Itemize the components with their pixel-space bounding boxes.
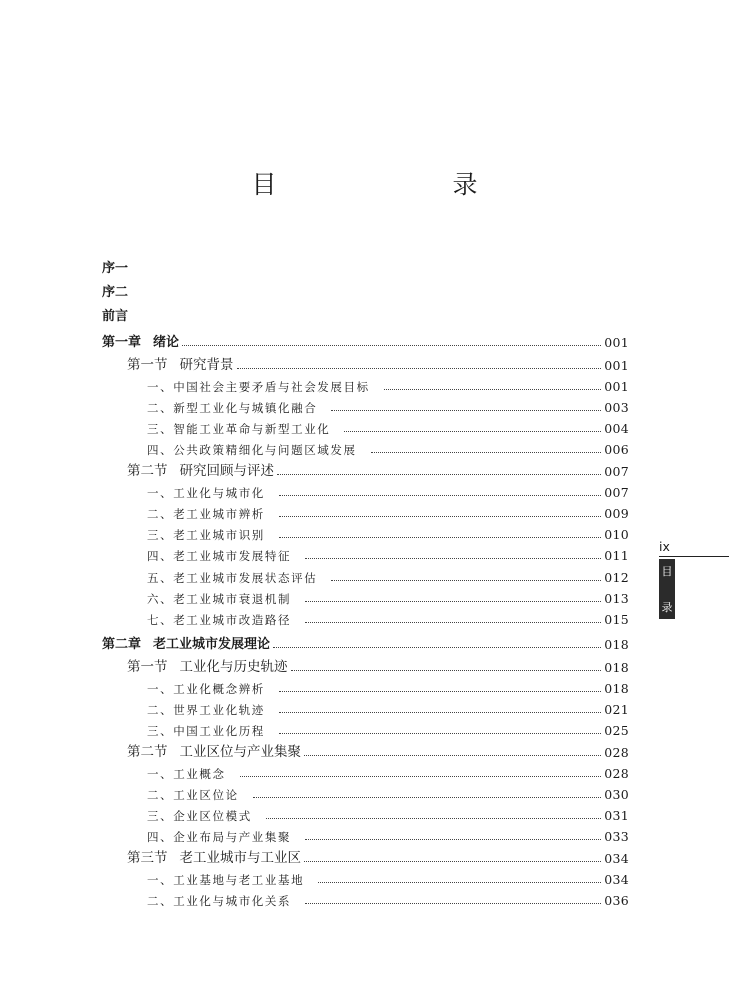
toc-dot-leader [279, 691, 601, 692]
toc-dot-leader [237, 368, 602, 369]
toc-entry-label: 三、中国工业化历程 [147, 723, 265, 738]
toc-page-number: 013 [604, 590, 629, 606]
toc-dot-leader [277, 474, 601, 475]
toc-entry-number: 第二节 [127, 743, 168, 760]
toc-entry-title [102, 286, 128, 299]
toc-page-number: 001 [604, 334, 629, 350]
toc-entry-number: 第一节 [127, 356, 168, 373]
toc-dot-leader [305, 839, 601, 840]
toc-entry-title [147, 400, 318, 415]
toc-entry-title [147, 527, 265, 542]
toc-subsection-entry[interactable] [147, 695, 629, 716]
toc-entry-number: 第二节 [127, 462, 168, 479]
page-number-roman: ix [659, 539, 670, 554]
toc-entry-title [147, 485, 265, 500]
toc-subsection-entry[interactable] [147, 563, 629, 584]
toc-chapter-entry[interactable] [102, 254, 629, 275]
toc-entry-title [147, 379, 370, 394]
toc-entry-title [147, 872, 305, 887]
toc-entry-label: 二、工业区位论 [147, 787, 239, 802]
toc-page-number: 007 [604, 484, 629, 500]
toc-dot-leader [279, 516, 601, 517]
toc-entry-label: 研究回顾与评述 [179, 462, 274, 479]
toc-entry-label: 七、老工业城市改造路径 [147, 612, 292, 627]
toc-entry-label: 工业化与历史轨迹 [179, 658, 288, 675]
toc-entry-number: 第一章 [102, 335, 142, 350]
toc-entry-title [147, 808, 252, 823]
toc-page-number: 018 [604, 636, 629, 652]
toc-page-number: 009 [604, 505, 629, 521]
toc-dot-leader [318, 882, 601, 883]
toc-entry-title [147, 591, 292, 606]
toc-entry-title [102, 638, 270, 651]
toc-dot-leader [305, 601, 601, 602]
section-tab [659, 559, 675, 619]
toc-entry-title [102, 336, 179, 349]
toc-entry-label: 研究背景 [179, 356, 234, 373]
toc-entry-label: 六、老工业城市衰退机制 [147, 591, 292, 606]
toc-subsection-entry[interactable] [147, 716, 629, 737]
toc-page-number: 034 [604, 850, 629, 866]
toc-entry-title [102, 310, 128, 323]
toc-entry-number: 第二章 [102, 637, 142, 652]
toc-chapter-entry[interactable] [102, 302, 629, 323]
toc-entry-title [147, 421, 331, 436]
toc-dot-leader [331, 410, 601, 411]
toc-entry-title [147, 766, 226, 781]
toc-page-number: 031 [604, 807, 629, 823]
toc-dot-leader [291, 670, 602, 671]
toc-subsection-entry[interactable] [147, 886, 629, 907]
toc-entry-label: 序一 [102, 261, 129, 276]
toc-page-number: 030 [604, 786, 629, 802]
toc-dot-leader [304, 861, 601, 862]
toc-subsection-entry[interactable] [147, 584, 629, 605]
toc-entry-label: 序二 [102, 285, 129, 300]
toc-entry-title [147, 681, 265, 696]
toc-dot-leader [182, 345, 601, 346]
toc-entry-title [102, 262, 128, 275]
toc-subsection-entry[interactable] [147, 372, 629, 393]
toc-subsection-entry[interactable] [147, 865, 629, 886]
toc-page-number: 015 [604, 611, 629, 627]
toc-entry-label: 二、世界工业化轨迹 [147, 702, 265, 717]
toc-entry-title [147, 506, 265, 521]
toc-page-number: 018 [604, 659, 629, 675]
toc-subsection-entry[interactable] [147, 478, 629, 499]
toc-page-number: 001 [604, 357, 629, 373]
toc-page-number: 028 [604, 744, 629, 760]
toc-page-number: 012 [604, 569, 629, 585]
toc-subsection-entry[interactable] [147, 499, 629, 520]
toc-chapter-entry[interactable] [102, 278, 629, 299]
toc-entry-label: 二、工业化与城市化关系 [147, 893, 292, 908]
section-tab-char: 录 [661, 601, 673, 614]
toc-entry-label: 三、老工业城市识别 [147, 527, 265, 542]
toc-chapter-entry[interactable] [102, 328, 629, 349]
page-title: 目 录 [251, 170, 520, 199]
toc-page-number: 001 [604, 378, 629, 394]
toc-page-number: 036 [604, 892, 629, 908]
toc-entry-label: 一、工业化与城市化 [147, 485, 265, 500]
toc-entry-title [127, 743, 301, 760]
toc-dot-leader [305, 622, 601, 623]
toc-subsection-entry[interactable] [147, 541, 629, 562]
toc-entry-label: 一、工业概念 [147, 766, 226, 781]
toc-dot-leader [266, 818, 601, 819]
toc-entry-label: 四、老工业城市发展特征 [147, 548, 292, 563]
toc-subsection-entry[interactable] [147, 780, 629, 801]
toc-entry-title [147, 570, 318, 585]
toc-section-entry[interactable] [127, 738, 629, 759]
toc-entry-title [147, 893, 292, 908]
toc-entry-title [127, 658, 288, 675]
toc-entry-label: 老工业城市与工业区 [179, 849, 301, 866]
toc-page-number: 010 [604, 526, 629, 542]
toc-dot-leader [279, 712, 601, 713]
toc-subsection-entry[interactable] [147, 759, 629, 780]
toc-entry-number: 第一节 [127, 658, 168, 675]
toc-dot-leader [305, 558, 601, 559]
toc-dot-leader [304, 755, 601, 756]
toc-entry-number: 第三节 [127, 849, 168, 866]
toc-entry-title [127, 462, 274, 479]
toc-dot-leader [253, 797, 602, 798]
toc-dot-leader [384, 389, 602, 390]
toc-subsection-entry[interactable] [147, 605, 629, 626]
toc-page-number: 004 [604, 420, 629, 436]
toc-dot-leader [240, 776, 602, 777]
toc-page-number: 034 [604, 871, 629, 887]
toc-entry-title [147, 612, 292, 627]
toc-dot-leader [331, 580, 601, 581]
toc-entry-label: 绪论 [153, 335, 180, 350]
toc-entry-label: 工业区位与产业集聚 [179, 743, 301, 760]
toc-page-number: 006 [604, 441, 629, 457]
toc-entry-title [147, 548, 292, 563]
toc-entry-label: 四、公共政策精细化与问题区域发展 [147, 442, 357, 457]
toc-entry-label: 二、新型工业化与城镇化融合 [147, 400, 318, 415]
toc-section-entry[interactable] [127, 351, 629, 372]
toc-section-entry[interactable] [127, 653, 629, 674]
toc-subsection-entry[interactable] [147, 520, 629, 541]
toc-subsection-entry[interactable] [147, 674, 629, 695]
toc-entry-label: 五、老工业城市发展状态评估 [147, 570, 318, 585]
toc-subsection-entry[interactable] [147, 822, 629, 843]
toc-dot-leader [305, 903, 601, 904]
side-divider [659, 556, 729, 557]
toc-page-number: 021 [604, 701, 629, 717]
toc-entry-label: 老工业城市发展理论 [153, 637, 271, 652]
toc-dot-leader [273, 647, 601, 648]
toc-subsection-entry[interactable] [147, 801, 629, 822]
toc-subsection-entry[interactable] [147, 435, 629, 456]
toc-page-number: 028 [604, 765, 629, 781]
toc-entry-label: 三、企业区位模式 [147, 808, 252, 823]
toc-entry-label: 一、工业化概念辨析 [147, 681, 265, 696]
toc-page-number: 011 [604, 547, 629, 563]
toc-dot-leader [371, 452, 602, 453]
toc-entry-title [147, 829, 292, 844]
toc-entry-title [147, 723, 265, 738]
toc-dot-leader [344, 431, 601, 432]
toc-entry-label: 前言 [102, 309, 129, 324]
toc-page-number: 003 [604, 399, 629, 415]
toc-section-entry[interactable] [127, 457, 629, 478]
toc-dot-leader [279, 733, 601, 734]
toc-page-number: 025 [604, 722, 629, 738]
toc-chapter-entry[interactable] [102, 630, 629, 651]
toc-section-entry[interactable] [127, 844, 629, 865]
toc-entry-label: 三、智能工业革命与新型工业化 [147, 421, 331, 436]
toc-entry-title [127, 849, 301, 866]
toc-entry-title [127, 356, 234, 373]
toc-entry-title [147, 702, 265, 717]
toc-subsection-entry[interactable] [147, 393, 629, 414]
toc-subsection-entry[interactable] [147, 414, 629, 435]
toc-dot-leader [279, 537, 601, 538]
toc-entry-label: 四、企业布局与产业集聚 [147, 829, 292, 844]
toc-page-number: 018 [604, 680, 629, 696]
toc-entry-label: 一、工业基地与老工业基地 [147, 872, 305, 887]
section-tab-char: 目 [661, 565, 673, 578]
toc-entry-title [147, 787, 239, 802]
toc-dot-leader [279, 495, 601, 496]
toc-page-number: 007 [604, 463, 629, 479]
toc-entry-label: 一、中国社会主要矛盾与社会发展目标 [147, 379, 370, 394]
toc-entry-label: 二、老工业城市辨析 [147, 506, 265, 521]
toc-page-number: 033 [604, 828, 629, 844]
toc-entry-title [147, 442, 357, 457]
